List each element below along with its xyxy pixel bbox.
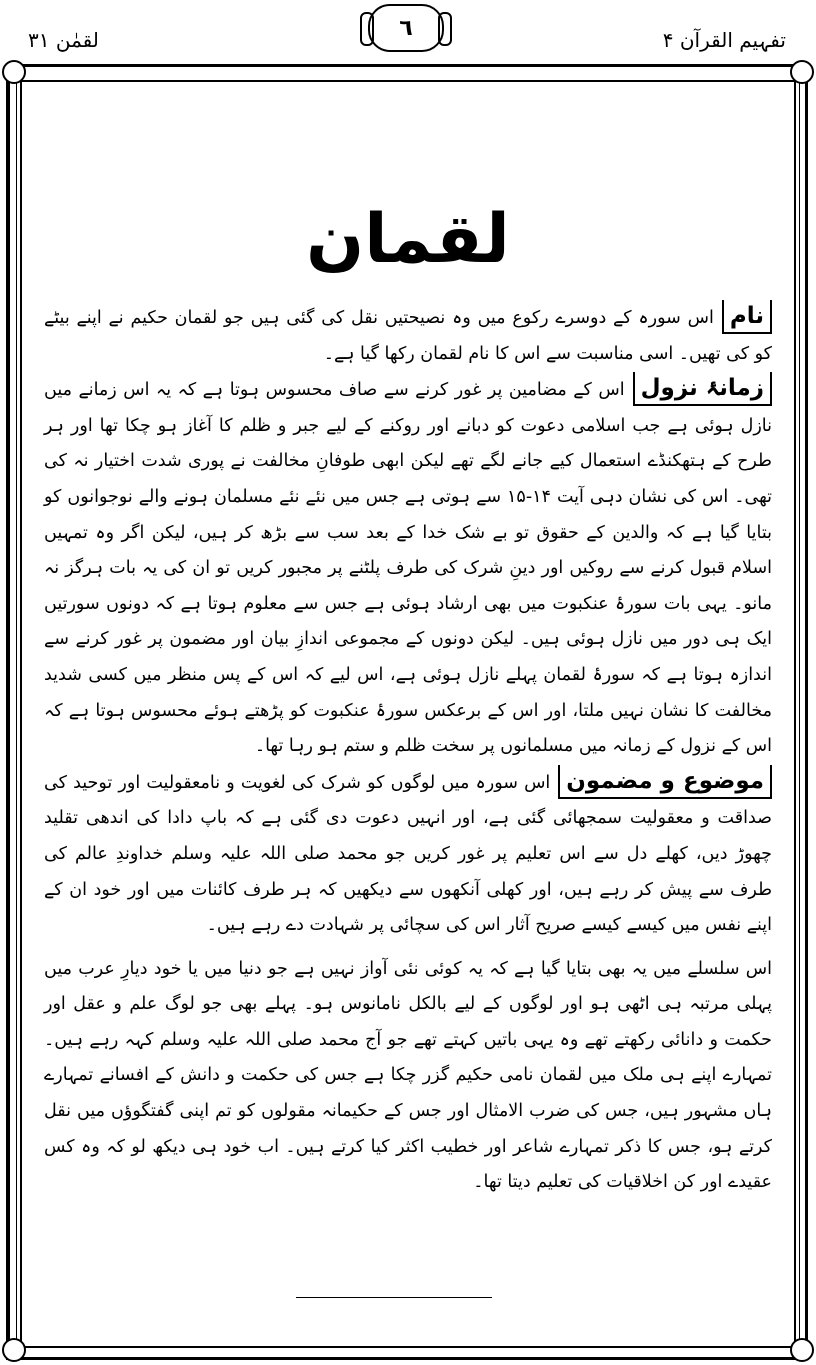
body-text bbox=[44, 300, 772, 1201]
closing-divider bbox=[296, 1297, 492, 1298]
section-heading-revelation-period: زمانۂ نزول bbox=[633, 372, 772, 406]
corner-ornament-top-right bbox=[790, 60, 814, 84]
surah-title: لقمان bbox=[306, 200, 510, 279]
corner-ornament-bottom-left bbox=[2, 1338, 26, 1362]
section-subject-matter bbox=[44, 765, 772, 944]
section-heading-subject-matter: موضوع و مضمون bbox=[558, 765, 772, 799]
header-surah-ref: لقمٰن ۳۱ bbox=[28, 28, 99, 52]
corner-ornament-bottom-right bbox=[790, 1338, 814, 1362]
corner-ornament-top-left bbox=[2, 60, 26, 84]
section-text-revelation-period: اس کے مضامین پر غور کرنے سے صاف محسوس ہوتا ہے کہ یہ اس زمانے میں نازل ہوئی ہے جب اسلامی دعوت کو دبانے اور روکنے کے لیے جبر و ظلم کا آغاز ہو چکا تھا اور ہر طرح کے ہتھکنڈے استعمال کیے جانے لگے تھے لیکن ابھی طوفانِ مخالفت نے پوری شدت اختیار نہ کی تھی۔ اس کی نشان دہی آیت ۱۴-۱۵ سے ہوتی ہے جس میں نئے نئے مسلمان ہونے والے نوجوانوں کو بتایا گیا ہے کہ والدین کے حقوق تو بے شک خدا کے بعد سب سے بڑھ کر ہیں، لیکن اگر وہ تمہیں اسلام قبول کرنے سے روکیں اور دینِ شرک کی طرف پلٹنے پر مجبور کریں تو ان کی یہ بات ہرگز نہ مانو۔ یہی بات سورۂ عنکبوت میں بھی ارشاد ہوئی ہے جس سے معلوم ہوتا ہے کہ دونوں سورتیں ایک ہی دور میں نازل ہوئی ہیں۔ لیکن دونوں کے مجموعی اندازِ بیان اور مضمون پر غور کرنے سے اندازہ ہوتا ہے کہ سورۂ لقمان پہلے نازل ہوئی ہے، اس لیے کہ اس کے پس منظر میں کسی شدید مخالفت کا نشان نہیں ملتا، اور اس کے برعکس سورۂ عنکبوت کو پڑھتے ہوئے محسوس ہوتا ہے کہ اس کے نزول کے زمانہ میں مسلمانوں پر سخت ظلم و ستم ہو رہا تھا۔ bbox=[44, 380, 773, 757]
page-number-badge: ٦ bbox=[368, 4, 444, 52]
header-book-title: تفہیم القرآن ۴ bbox=[662, 28, 786, 52]
section-continuation bbox=[44, 952, 772, 1201]
section-text-continuation: اس سلسلے میں یہ بھی بتایا گیا ہے کہ یہ کوئی نئی آواز نہیں ہے جو دنیا میں یا خود دیارِ عرب میں پہلی مرتبہ ہی اٹھی ہو اور لوگوں کے لیے بالکل نامانوس ہو۔ پہلے بھی جو لوگ علم و عقل اور حکمت و دانائی رکھتے تھے وہ یہی باتیں کہتے تھے جو آج محمد صلی اللہ علیہ وسلم کہہ رہے ہیں۔ تمہارے اپنے ہی ملک میں لقمان نامی حکیم گزر چکا ہے جس کی حکمت و دانش کے افسانے تمہارے ہاں مشہور ہیں، جس کی ضرب الامثال اور جس کے حکیمانہ مقولوں کو تم اپنی گفتگوؤں میں نقل کرتے ہو، جس کا ذکر تمہارے شاعر اور خطیب اکثر کیا کرتے ہیں۔ اب خود ہی دیکھ لو کہ وہ کس عقیدے اور کن اخلاقیات کی تعلیم دیتا تھا۔ bbox=[44, 958, 772, 1193]
section-text-subject-matter: اس سورہ میں لوگوں کو شرک کی لغویت و نامعقولیت اور توحید کی صداقت و معقولیت سمجھائی گئی ہے، اور انہیں دعوت دی گئی ہے کہ باپ دادا کی اندھی تقلید چھوڑ دیں، کھلے دل سے اس تعلیم پر غور کریں جو محمد صلی اللہ علیہ وسلم خداوندِ عالم کی طرف سے پیش کر رہے ہیں، اور کھلی آنکھوں سے دیکھیں کہ ہر طرف کائنات میں اور خود ان کے اپنے نفس میں کیسے کیسے صریح آثار اس کی سچائی پر شہادت دے رہے ہیں۔ bbox=[44, 772, 772, 936]
section-revelation-period bbox=[44, 372, 772, 765]
section-name bbox=[44, 300, 772, 372]
section-heading-name: نام bbox=[722, 300, 772, 334]
section-text-name: اس سورہ کے دوسرے رکوع میں وہ نصیحتیں نقل کی گئی ہیں جو لقمان حکیم نے اپنے بیٹے کو کی تھیں۔ اسی مناسبت سے اس کا نام لقمان رکھا گیا ہے۔ bbox=[44, 308, 772, 364]
